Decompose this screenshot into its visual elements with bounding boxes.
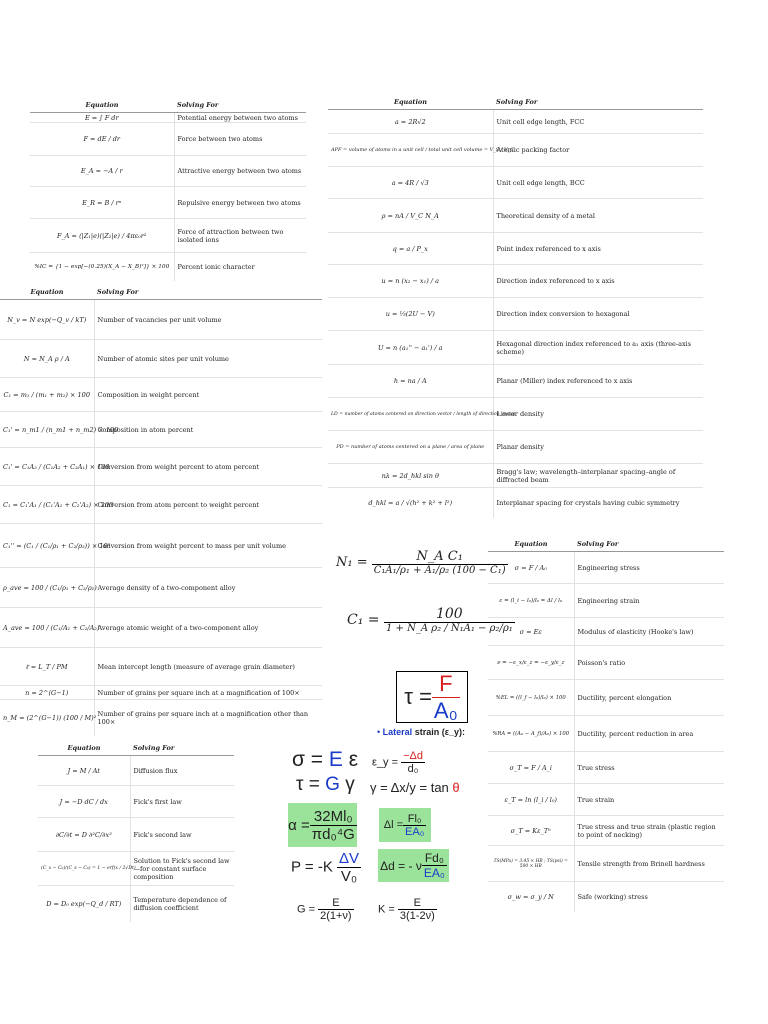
equation-cell: F = dE / dr	[30, 123, 174, 156]
description-cell: Mean intercept length (measure of average grain diameter)	[94, 648, 322, 686]
table-row	[30, 187, 306, 219]
table-atomic-bonding	[30, 98, 306, 281]
description-cell: True stress and true strain (plastic region to point of necking)	[574, 816, 724, 846]
equation-cell: h = na / A	[328, 365, 493, 398]
equation-cell: J = −D dC / dx	[38, 786, 130, 818]
table-row	[488, 716, 724, 752]
table-header-equation: Equation	[30, 98, 174, 113]
description-cell: Fick's first law	[130, 786, 234, 818]
table-header-solving-for: Solving For	[94, 285, 322, 300]
equation-cell: ρ = nA / V_C N_A	[328, 199, 493, 233]
numerator: 100	[384, 606, 515, 623]
description-cell: Atomic packing factor	[493, 134, 703, 167]
equation-lhs: Δd = - ν	[380, 858, 422, 873]
denominator: 1 + N_A ρ₂ / N₁A₁ − ρ₂/ρ₁	[385, 623, 513, 634]
table-row	[488, 816, 724, 846]
table-row	[0, 608, 322, 648]
equation-cell: q = a / P_x	[328, 233, 493, 265]
description-cell: Composition in atom percent	[94, 412, 322, 448]
equation-cell: D = D₀ exp(−Q_d / RT)	[38, 886, 130, 922]
description-cell: Attractive energy between two atoms	[174, 156, 306, 187]
lateral-strain-equation	[372, 750, 425, 775]
numerator: E	[398, 897, 437, 910]
equation-cell: N_v = N exp(−Q_v / kT)	[0, 300, 94, 340]
equation-cell: F_A = (|Z₁|e)(|Z₂|e) / 4πε₀r²	[30, 219, 174, 253]
table-imperfections	[0, 285, 322, 736]
table-mechanical-properties	[488, 537, 724, 912]
table-row	[328, 167, 703, 199]
numerator: F	[432, 671, 460, 698]
description-cell: Linear density	[493, 398, 703, 431]
description-cell: Unit cell edge length, FCC	[493, 110, 703, 134]
description-cell: Number of atomic sites per unit volume	[94, 340, 322, 378]
table-row	[38, 818, 234, 852]
equation-cell: E_R = B / rⁿ	[30, 187, 174, 219]
equation-cell: E = ∫ F dr	[30, 113, 174, 123]
equation-cell: σ_T = F / A_i	[488, 752, 574, 784]
description-cell: Hexagonal direction index referenced to a₁ axis (three-axis scheme)	[493, 331, 703, 365]
equation-cell: C₁ = m₁ / (m₁ + m₂) × 100	[0, 378, 94, 412]
description-cell: Engineering strain	[574, 584, 724, 618]
equation-cell: ε_T = ln (l_i / l₀)	[488, 784, 574, 816]
equation-lhs: K =	[378, 903, 395, 916]
table-row	[328, 365, 703, 398]
table-row	[38, 886, 234, 922]
equation-cell: PD = number of atoms centered on a plane / area of plane	[328, 431, 493, 464]
table-row	[488, 846, 724, 882]
bulk-modulus-relation	[378, 897, 437, 922]
table-row	[328, 331, 703, 365]
equation-cell: APF = volume of atoms in a unit cell / total unit cell volume = V_S / V_C	[328, 134, 493, 167]
table-row	[0, 700, 322, 736]
equation-cell: u = n (x₂ − x₁) / a	[328, 265, 493, 298]
description-cell: Average density of a two-component alloy	[94, 568, 322, 608]
description-cell: True stress	[574, 752, 724, 784]
equation-lhs: τ =	[404, 684, 432, 709]
hookes-law-equation	[292, 748, 358, 772]
equation-cell: σ = F / A₀	[488, 552, 574, 584]
table-row	[0, 648, 322, 686]
fraction	[403, 813, 426, 838]
denominator: 3(1-2ν)	[399, 910, 435, 922]
table-row	[30, 123, 306, 156]
lateral-rest: strain (ε_y):	[414, 727, 465, 737]
strain-symbol: γ	[339, 774, 355, 795]
equation-cell: C₁' = n_m1 / (n_m1 + n_m2) × 100	[0, 412, 94, 448]
table-row	[38, 756, 234, 786]
elongation-equation	[379, 808, 431, 842]
description-cell: Composition in weight percent	[94, 378, 322, 412]
equation-cell: nλ = 2d_hkl sin θ	[328, 464, 493, 488]
fraction	[337, 850, 361, 885]
description-cell: Poisson's ratio	[574, 646, 724, 680]
equation-cell: n = 2^(G−1)	[0, 686, 94, 700]
description-cell: Solution to Fick's second law—for constant surface composition	[130, 852, 234, 886]
table-row	[0, 300, 322, 340]
table-row	[328, 265, 703, 298]
equation-cell: %EL = ((l_f − l₀)/l₀) × 100	[488, 680, 574, 716]
table-header-equation: Equation	[488, 537, 574, 552]
equation-lhs: τ =	[296, 774, 326, 795]
denominator: A₀	[433, 697, 458, 723]
equation-cell: U = n (a₁'' − a₁') / a	[328, 331, 493, 365]
equation-cell: σ = Eε	[488, 618, 574, 646]
description-cell: Number of grains per square inch at a magnification other than 100×	[94, 700, 322, 736]
table-row	[0, 378, 322, 412]
table-row	[328, 298, 703, 331]
shear-strain-equation	[370, 780, 460, 795]
equation-lhs: P = -K	[291, 858, 333, 876]
equation-lhs: ε_y =	[372, 756, 399, 769]
equation-lhs: N₁ =	[336, 555, 368, 570]
equation-cell: a = 2R√2	[328, 110, 493, 134]
denominator: EA₀	[423, 866, 445, 880]
numerator: E	[318, 897, 354, 910]
table-row	[0, 524, 322, 568]
table-row	[30, 113, 306, 123]
n1-equation	[336, 549, 508, 576]
denominator: EA₀	[405, 825, 425, 838]
numerator: Fl₀	[403, 813, 426, 826]
equation-lhs: σ =	[292, 748, 329, 771]
equation-cell: LD = number of atoms centered on direction vector / length of direction vector	[328, 398, 493, 431]
equation-cell: J = M / At	[38, 756, 130, 786]
equation-cell: N = N_A ρ / A	[0, 340, 94, 378]
denominator: d₀	[407, 763, 419, 775]
equation-cell: E_A = −A / r	[30, 156, 174, 187]
equation-cell: (C_x − C₀)/(C_s − C₀) = 1 − erf(x / 2√Dt)	[38, 852, 130, 886]
description-cell: Unit cell edge length, BCC	[493, 167, 703, 199]
table-header-solving-for: Solving For	[493, 95, 703, 110]
equation-cell: n_M = (2^(G−1)) (100 / M)²	[0, 700, 94, 736]
description-cell: Force of attraction between two isolated ions	[174, 219, 306, 253]
fraction	[318, 897, 354, 922]
modulus-symbol: G	[325, 774, 340, 795]
lateral-strain-label	[377, 727, 465, 737]
theta-symbol: θ	[452, 780, 460, 795]
description-cell: Ductility, percent reduction in area	[574, 716, 724, 752]
table-row	[328, 488, 703, 518]
numerator: Fd₀	[422, 851, 447, 866]
description-cell: Interplanar spacing for crystals having cubic symmetry	[493, 488, 703, 518]
description-cell: Repulsive energy between two atoms	[174, 187, 306, 219]
equation-lhs: C₁ =	[347, 612, 380, 628]
description-cell: Engineering stress	[574, 552, 724, 584]
equation-cell: ℓ̄ = L_T / PM	[0, 648, 94, 686]
description-cell: Tensile strength from Brinell hardness	[574, 846, 724, 882]
table-header-solving-for: Solving For	[130, 741, 234, 756]
table-row	[30, 253, 306, 281]
denominator: C₁A₁/ρ₁ + A₁/ρ₂ (100 − C₁)	[373, 565, 506, 576]
strain-symbol: ε	[342, 748, 359, 771]
modulus-symbol: E	[328, 748, 343, 771]
table-row	[328, 431, 703, 464]
denominator: V₀	[340, 868, 358, 885]
table-row	[328, 464, 703, 488]
fraction	[398, 897, 437, 922]
lateral-word: Lateral	[382, 727, 413, 737]
description-cell: Conversion from atom percent to weight percent	[94, 486, 322, 524]
table-header-equation: Equation	[0, 285, 94, 300]
description-cell: Number of vacancies per unit volume	[94, 300, 322, 340]
table-row	[0, 486, 322, 524]
table-row	[328, 398, 703, 431]
table-row	[328, 110, 703, 134]
equation-cell: C₁ = C₁'A₁ / (C₁'A₁ + C₂'A₂) × 100	[0, 486, 94, 524]
table-row	[488, 584, 724, 618]
table-row	[488, 752, 724, 784]
description-cell: Diffusion flux	[130, 756, 234, 786]
table-row	[488, 882, 724, 912]
table-row	[0, 448, 322, 486]
description-cell: Ductility, percent elongation	[574, 680, 724, 716]
description-cell: Temperature dependence of diffusion coefficient	[130, 886, 234, 922]
table-row	[0, 412, 322, 448]
table-row	[0, 686, 322, 700]
table-row	[488, 552, 724, 584]
table-diffusion	[38, 741, 234, 922]
equation-cell: ν = −ε_x/ε_z = −ε_y/ε_z	[488, 646, 574, 680]
numerator: N_A C₁	[372, 549, 508, 565]
equation-cell: ρ_ave = 100 / (C₁/ρ₁ + C₂/ρ₂)	[0, 568, 94, 608]
numerator: −Δd	[403, 750, 423, 762]
equation-lhs: γ = Δx/y = tan	[370, 780, 453, 795]
table-crystal-structure	[328, 95, 703, 518]
description-cell: Potential energy between two atoms	[174, 113, 306, 123]
equation-cell: ε = (l_i − l₀)/l₀ = Δl / l₀	[488, 584, 574, 618]
description-cell: Conversion from weight percent to atom percent	[94, 448, 322, 486]
table-row	[328, 134, 703, 167]
equation-cell: A_ave = 100 / (C₁/A₁ + C₂/A₂)	[0, 608, 94, 648]
equation-lhs: α =	[288, 816, 310, 834]
equation-cell: C₁' = C₁A₂ / (C₁A₂ + C₂A₁) × 100	[0, 448, 94, 486]
equation-cell: d_hkl = a / √(h² + k² + l²)	[328, 488, 493, 518]
fraction	[384, 606, 515, 634]
table-row	[328, 199, 703, 233]
equation-cell: σ_w = σ_y / N	[488, 882, 574, 912]
table-row	[38, 852, 234, 886]
equation-lhs: G =	[297, 903, 316, 916]
table-row	[488, 618, 724, 646]
table-row	[0, 340, 322, 378]
shear-modulus-equation	[296, 774, 355, 796]
description-cell: Number of grains per square inch at a magnification of 100×	[94, 686, 322, 700]
description-cell: Modulus of elasticity (Hooke's law)	[574, 618, 724, 646]
equation-cell: TS(MPa) = 3.45 × HB ; TS(psi) = 500 × HB	[488, 846, 574, 882]
equation-cell: %RA = ((A₀ − A_f)/A₀) × 100	[488, 716, 574, 752]
description-cell: Safe (working) stress	[574, 882, 724, 912]
description-cell: Conversion from weight percent to mass per unit volume	[94, 524, 322, 568]
shear-stress-box	[396, 671, 468, 723]
table-row	[488, 646, 724, 680]
equation-cell: u = ⅓(2U − V)	[328, 298, 493, 331]
table-header-solving-for: Solving For	[574, 537, 724, 552]
fraction	[432, 671, 460, 724]
diameter-change-equation	[378, 849, 449, 882]
table-row	[488, 784, 724, 816]
shear-modulus-relation	[297, 897, 354, 922]
fraction	[310, 808, 357, 843]
fraction	[422, 851, 447, 880]
table-row	[488, 680, 724, 716]
table-header-equation: Equation	[328, 95, 493, 110]
description-cell: Theoretical density of a metal	[493, 199, 703, 233]
table-header-equation: Equation	[38, 741, 130, 756]
equation-cell: ∂C/∂t = D ∂²C/∂x²	[38, 818, 130, 852]
table-row	[328, 233, 703, 265]
table-row	[30, 156, 306, 187]
description-cell: True strain	[574, 784, 724, 816]
description-cell: Planar density	[493, 431, 703, 464]
fraction	[401, 750, 425, 775]
equation-cell: %IC = {1 − exp[−(0.25)(X_A − X_B)²]} × 100	[30, 253, 174, 281]
table-row	[0, 568, 322, 608]
description-cell: Bragg's law; wavelength–interplanar spacing–angle of diffracted beam	[493, 464, 703, 488]
description-cell: Direction index referenced to x axis	[493, 265, 703, 298]
description-cell: Direction index conversion to hexagonal	[493, 298, 703, 331]
bullet-icon: •	[377, 727, 381, 737]
numerator: ΔV	[339, 850, 360, 867]
equation-cell: a = 4R / √3	[328, 167, 493, 199]
description-cell: Fick's second law	[130, 818, 234, 852]
bulk-modulus-equation	[291, 850, 361, 885]
equation-lhs: Δl =	[383, 819, 404, 831]
fraction	[372, 549, 508, 576]
description-cell: Percent ionic character	[174, 253, 306, 281]
table-header-solving-for: Solving For	[174, 98, 306, 113]
c1-equation	[347, 606, 515, 634]
table-row	[30, 219, 306, 253]
numerator: 32Ml₀	[310, 808, 357, 826]
denominator: πd₀⁴G	[311, 825, 355, 843]
equation-cell: C₁'' = (C₁ / (C₁/ρ₁ + C₂/ρ₂)) × 10³	[0, 524, 94, 568]
description-cell: Force between two atoms	[174, 123, 306, 156]
torsion-equation	[288, 803, 357, 847]
equation-cell: σ_T = Kε_Tⁿ	[488, 816, 574, 846]
description-cell: Planar (Miller) index referenced to x axis	[493, 365, 703, 398]
denominator: 2(1+ν)	[320, 910, 352, 922]
description-cell: Average atomic weight of a two-component alloy	[94, 608, 322, 648]
table-row	[38, 786, 234, 818]
description-cell: Point index referenced to x axis	[493, 233, 703, 265]
